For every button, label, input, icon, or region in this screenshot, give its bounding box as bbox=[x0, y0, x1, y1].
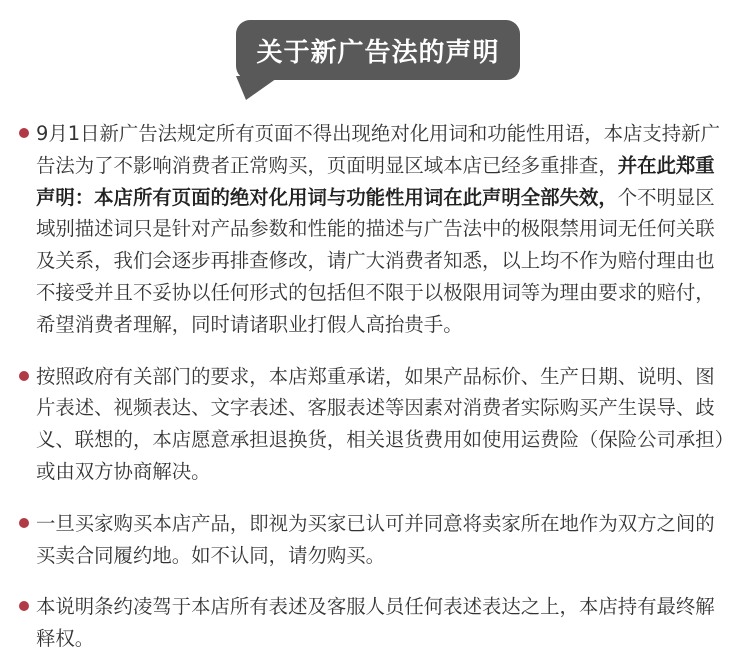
title-banner bbox=[236, 20, 520, 100]
bullet-dot-icon bbox=[19, 128, 29, 138]
paragraph-4-text: 本说明条约凌驾于本店所有表述及客服人员任何表述表达之上，本店持有最终解释权。 bbox=[36, 595, 715, 651]
statement-paragraph-1 bbox=[18, 118, 732, 341]
page-title: 关于新广告法的声明 bbox=[256, 37, 500, 68]
paragraph-1-text-end: 个不明显区域别描述词只是针对产品参数和性能的描述与广告法中的极限禁用词无任何关联及关系，我们会逐步再排查修改，请广大消费者知悉，以上均不作为赔付理由也不接受并且不妥协以任何形式的包括但不限于以极限用词等为理由要求的赔付，希望消费者理解，同时请诸职业打假人高抬贵手。 bbox=[36, 185, 715, 336]
paragraph-1-text: 9月1日新广告法规定所有页面不得出现绝对化用词和功能性用语，本店支持新广告法为了不影响消费者正常购买，页面明显区域本店已经多重排查， bbox=[36, 122, 720, 177]
paragraph-2-text: 按照政府有关部门的要求，本店郑重承诺，如果产品标价、生产日期、说明、图片表述、视频表达、文字表述、客服表述等因素对消费者实际购买产生误导、歧义、联想的，本店愿意承担退换货，相关退货费用如使用运费险（保险公司承担）或由双方协商解决。 bbox=[36, 364, 725, 483]
bullet-dot-icon bbox=[19, 601, 29, 611]
paragraph-3-text: 一旦买家购买本店产品，即视为买家已认可并同意将卖家所在地作为双方之间的买卖合同履约地。如不认同，请勿购买。 bbox=[36, 511, 715, 567]
bullet-dot-icon bbox=[19, 371, 29, 381]
statement-body bbox=[18, 118, 732, 655]
statement-paragraph-4 bbox=[18, 591, 732, 655]
statement-paragraph-2 bbox=[18, 361, 732, 488]
paragraph-1-bold-text: 并在此郑重声明：本店所有页面的绝对化用词与功能性用词在此声明全部失效， bbox=[36, 153, 715, 209]
speech-bubble bbox=[236, 20, 520, 80]
statement-paragraph-3 bbox=[18, 508, 732, 572]
speech-bubble-tail bbox=[236, 76, 280, 100]
bullet-dot-icon bbox=[19, 518, 29, 528]
